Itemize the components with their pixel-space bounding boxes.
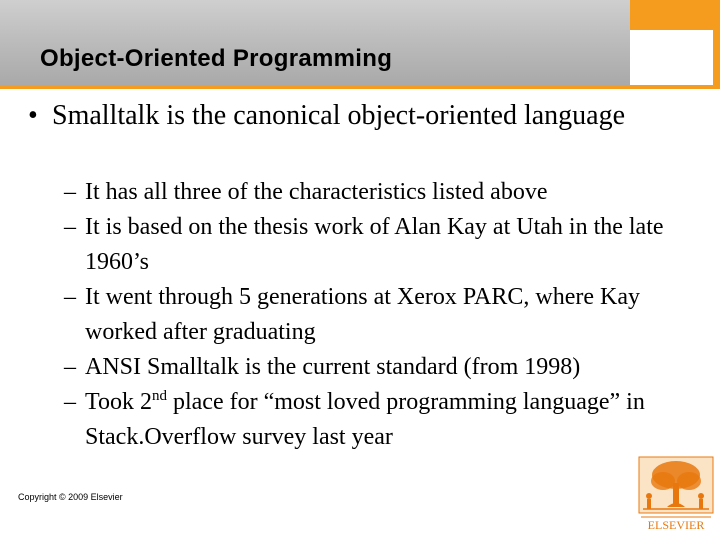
dash-marker: – <box>64 389 76 415</box>
elsevier-tree-icon <box>637 455 715 535</box>
sub-bullet-list <box>64 175 664 455</box>
sub-bullet-text-before: Took 2 <box>85 389 152 415</box>
sub-bullet-text: It has all three of the characteristics listed above <box>85 179 548 205</box>
ordinal-superscript: nd <box>151 388 167 404</box>
sub-bullet-item <box>64 175 664 210</box>
sub-bullet-text: It went through 5 generations at Xerox PARC, where Kay worked after graduating <box>85 284 640 345</box>
sub-bullet-item <box>64 350 664 385</box>
sub-bullet-text-after: place for “most loved programming language” in Stack.Overflow survey last year <box>85 389 645 450</box>
main-bullet-text: Smalltalk is the canonical object-oriented language <box>52 100 626 131</box>
dash-marker: – <box>64 214 76 240</box>
elsevier-wordmark: ELSEVIER <box>647 518 705 532</box>
dash-marker: – <box>64 179 76 205</box>
copyright-notice: Copyright © 2009 Elsevier <box>18 492 123 502</box>
dash-marker: – <box>64 354 76 380</box>
sub-bullet-text: It is based on the thesis work of Alan Kay at Utah in the late 1960’s <box>85 214 664 275</box>
sub-bullet-item <box>64 210 664 280</box>
elsevier-logo <box>637 455 715 535</box>
slide-title: Object-Oriented Programming <box>40 45 393 72</box>
main-bullet <box>28 97 668 135</box>
dash-marker: – <box>64 284 76 310</box>
sub-bullet-item <box>64 385 664 455</box>
bullet-marker: • <box>28 100 38 131</box>
sub-bullet-item <box>64 280 664 350</box>
sub-bullet-text: ANSI Smalltalk is the current standard (from 1998) <box>85 354 581 380</box>
